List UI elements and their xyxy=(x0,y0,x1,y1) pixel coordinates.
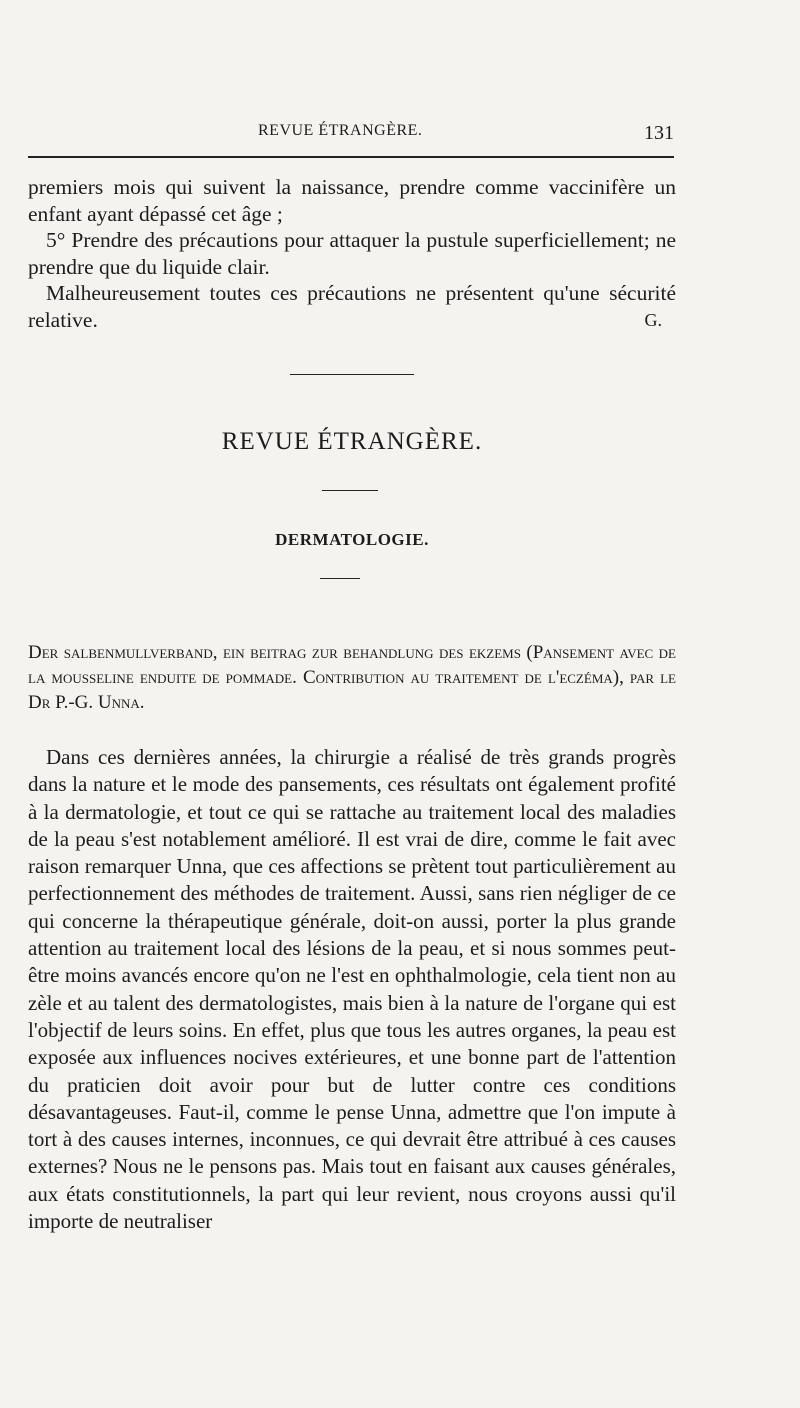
top-paragraph-3 xyxy=(28,280,676,333)
body-paragraph: Dans ces dernières années, la chirurgie a réalisé de très grands progrès dans la nature et le mode des pansements, ces résultats ont également profité à la dermatologie, et tout ce qui se rattache au traitement local des maladies de la peau s'est notablement amélioré. Il est vrai de dire, comme le fait avec raison remarquer Unna, que ces affections se prètent tout particulièrement au perfectionnement des méthodes de traitement. Aussi, sans rien négliger de ce qui concerne la thérapeutique générale, doit-on aussi, porter la plus grande attention au traitement local des lésions de la peau, et si nous sommes peut-être moins avancés encore qu'on ne l'est en ophthalmologie, cela tient non au zèle et au talent des dermatologistes, mais bien à la nature de l'organe qui est l'objectif de leurs soins. En effet, plus que tous les autres organes, la peau est exposée aux influences nocives extérieures, et une bonne part de l'attention du praticien doit avoir pour but de lutter contre ces conditions désavantageuses. Faut-il, comme le pense Unna, admettre que l'on impute à tort à des causes internes, inconnues, ce qui devrait être attribué à ces causes externes? Nous ne le pensons pas. Mais tout en faisant aux causes générales, aux états constitutionnels, la part qui leur revient, nous croyons aussi qu'il importe de neutraliser xyxy=(28,745,676,1234)
section-title: REVUE ÉTRANGÈRE. xyxy=(221,428,483,455)
subsection-underline-rule xyxy=(320,578,360,579)
top-paragraph-3-text: Malheureusement toutes ces précautions ne présentent qu'une sécurité relative. xyxy=(28,281,676,332)
top-text-block xyxy=(28,174,676,334)
top-paragraph-1: premiers mois qui suivent la naissance, prendre comme vaccinifère un enfant ayant dépassé cet âge ; xyxy=(28,175,676,226)
author-signature: G. xyxy=(644,309,662,330)
top-paragraph-2: 5° Prendre des précautions pour attaquer la pustule superficiellement; ne prendre que du liquide clair. xyxy=(28,228,676,279)
running-title: REVUE ÉTRANGÈRE. xyxy=(258,122,423,139)
article-title: Der salbenmullverband, ein beitrag zur behandlung des ekzems (Pansement avec de la mousseline enduite de pommade. Contribution au traitement de l'eczéma), par le Dr P.-G. Unna. xyxy=(28,642,676,713)
page-number: 131 xyxy=(644,122,674,144)
page-header xyxy=(28,122,674,144)
body-text xyxy=(28,744,676,1235)
subsection-title: DERMATOLOGIE. xyxy=(275,530,429,549)
header-rule xyxy=(28,156,674,158)
section-underline-rule xyxy=(322,490,378,491)
separator-rule xyxy=(290,374,414,375)
